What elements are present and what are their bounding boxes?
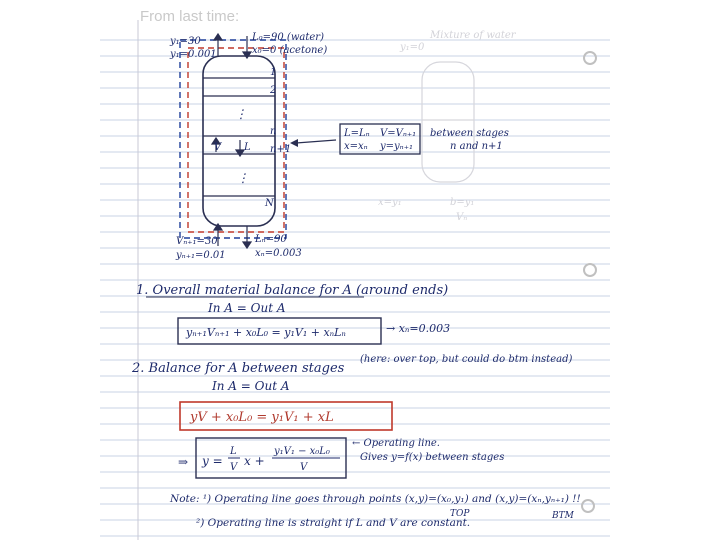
- operating-note-2: Gives y=f(x) between stages: [360, 452, 505, 463]
- step-2-section: [131, 354, 572, 478]
- binder-hole-bottom: [582, 500, 594, 512]
- note-line-1: Note: ¹) Operating line goes through points (x,y)=(x₀,y₁) and (x,y)=(xₙ,yₙ₊₁) !!: [170, 493, 581, 505]
- top-right-label-1: L₀=90 (water): [252, 32, 324, 43]
- column-dots: ⋮: [237, 171, 249, 185]
- faded-label-5: Vₙ: [456, 212, 468, 223]
- step-2-heading: 2. Balance for A between stages: [132, 361, 345, 376]
- operating-note-1: ← Operating line.: [352, 438, 440, 449]
- step-1-result: → xₙ=0.003: [386, 322, 451, 335]
- step-2-inout: In A = Out A: [212, 379, 290, 393]
- between-desc-2: n and n+1: [450, 141, 503, 152]
- operating-v: V: [230, 462, 238, 473]
- column-dots-2: ⋮: [235, 107, 247, 121]
- stage-label-2: 2: [270, 85, 277, 96]
- step-2-equation: yV + x₀L₀ = y₁V₁ + xL: [190, 410, 334, 425]
- step-1-inout: In A = Out A: [208, 301, 286, 315]
- faded-label-4: b=y₁: [450, 197, 475, 208]
- operating-l: L: [230, 446, 237, 457]
- note-section: [169, 493, 581, 529]
- faded-label-3: x=y₁: [378, 197, 402, 208]
- faded-text: [378, 30, 517, 223]
- stage-label-1: 1: [270, 67, 277, 78]
- faded-label-1: Mixture of water: [430, 30, 516, 41]
- step-2-aside: (here: over top, but could do btm instead): [360, 354, 573, 365]
- top-right-label-2: x₀=0 (acetone): [252, 45, 328, 56]
- between-l1: L=Lₙ: [344, 128, 370, 139]
- note-tag-btm: BTM: [552, 511, 574, 521]
- step-1-section: [136, 283, 450, 344]
- between-v2: y=yₙ₊₁: [380, 141, 414, 152]
- between-v1: V=Vₙ₊₁: [380, 128, 417, 139]
- between-desc-1: between stages: [430, 128, 509, 139]
- binder-hole-middle: [584, 264, 596, 276]
- column-diagram: [169, 32, 327, 261]
- top-left-label-2: y₁=0.001: [170, 49, 217, 60]
- operating-y: y =: [202, 454, 223, 468]
- slide-title: From last time:: [140, 8, 240, 25]
- column-mid-l: L: [244, 142, 251, 153]
- stage-label-n: n: [270, 126, 277, 137]
- operating-x: x +: [244, 454, 265, 468]
- stage-label-N: N: [265, 198, 274, 209]
- bottom-left-label-2: yₙ₊₁=0.01: [176, 250, 226, 261]
- faded-label-2: y₁=0: [400, 42, 425, 53]
- between-stages-box: [290, 124, 509, 154]
- stage-label-n1: n+1: [270, 144, 292, 155]
- note-tag-top: TOP: [450, 509, 470, 519]
- note-line-2: ²) Operating line is straight if L and V are constant.: [196, 517, 471, 529]
- operating-prefix: ⇒: [178, 455, 189, 469]
- between-l2: x=xₙ: [344, 141, 368, 152]
- binder-hole-top: [584, 52, 596, 64]
- bottom-right-label-2: xₙ=0.003: [255, 248, 302, 259]
- column-mid-vl: V: [214, 142, 222, 153]
- top-left-label-1: y₁=30: [170, 36, 201, 47]
- bottom-left-label-1: Vₙ₊₁=30: [176, 236, 218, 247]
- faded-sketch: [422, 62, 474, 182]
- operating-den: V: [300, 462, 308, 473]
- bottom-right-label-1: Lₙ=90: [255, 234, 287, 245]
- step-1-heading: 1. Overall material balance for A (around ends): [136, 283, 449, 298]
- operating-num: y₁V₁ − x₀L₀: [274, 446, 330, 457]
- step-1-equation: yₙ₊₁Vₙ₊₁ + x₀L₀ = y₁V₁ + xₙLₙ: [186, 326, 346, 339]
